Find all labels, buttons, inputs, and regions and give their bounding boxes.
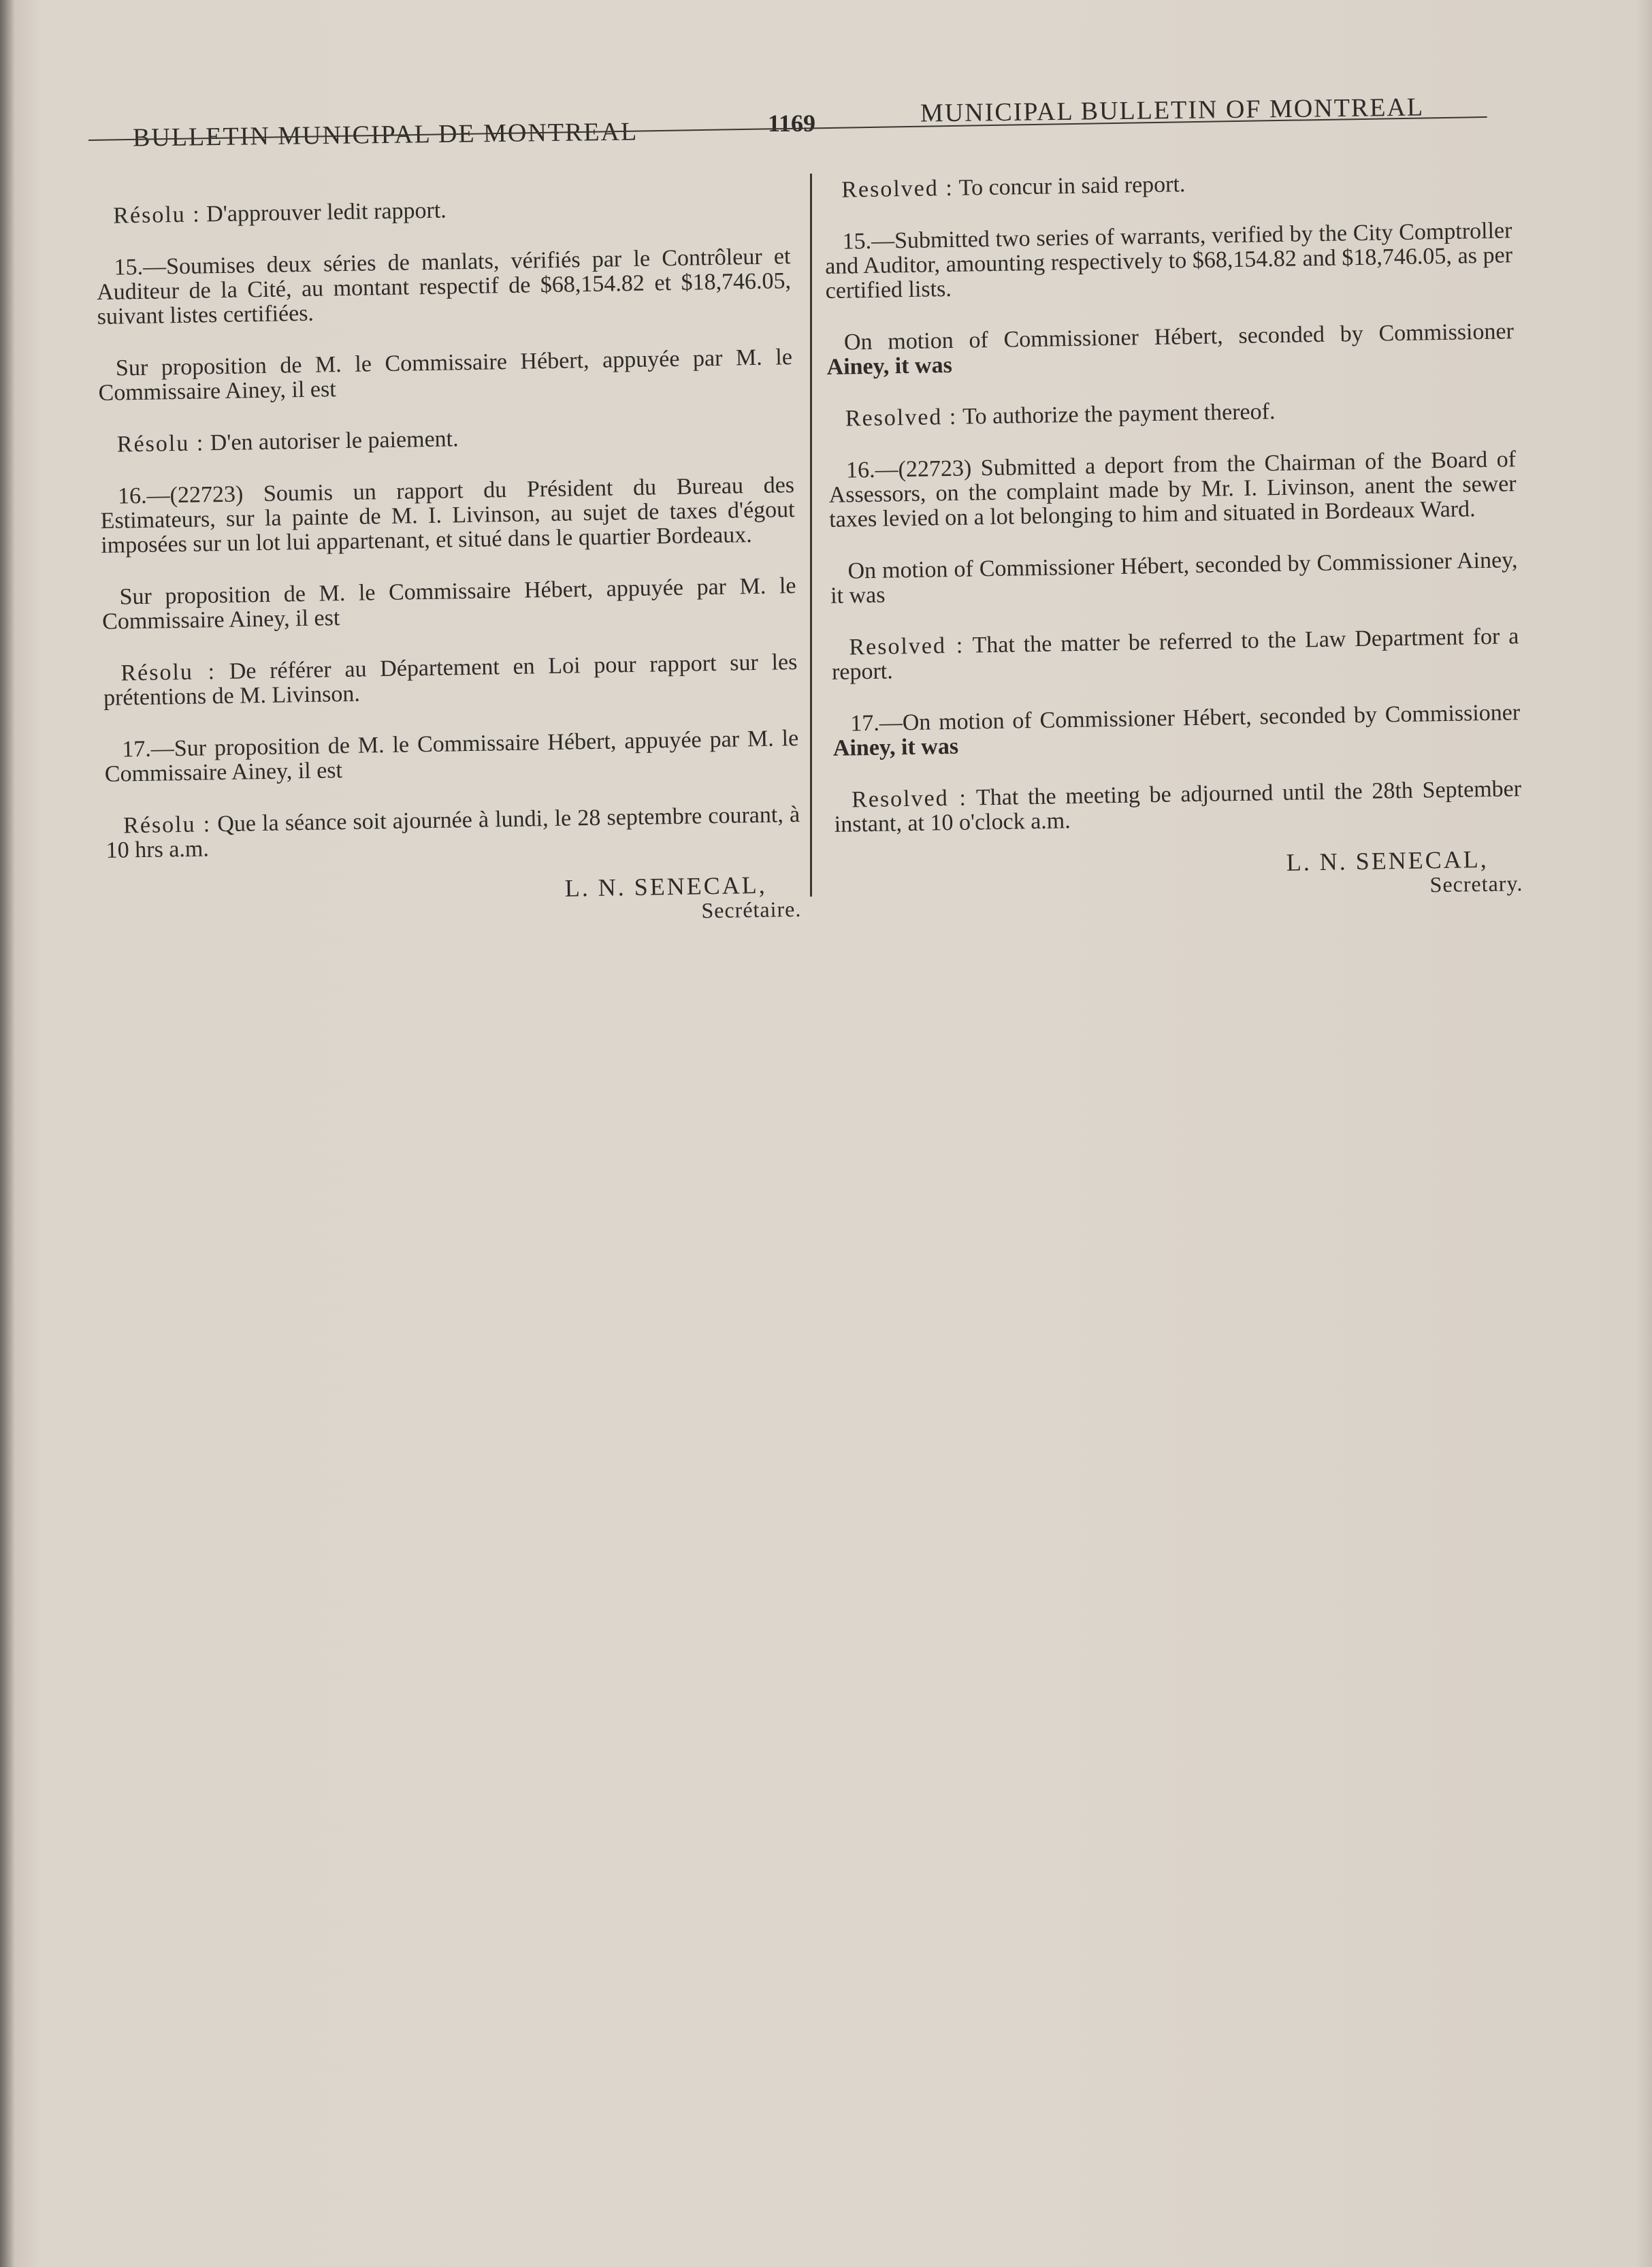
english-motion-1 [826,319,1515,380]
resolution-text: To concur in said report. [958,172,1186,201]
page-number: 1169 [768,110,816,137]
resolution-label: Résolu : [112,202,201,229]
resolution-label: Résolu : [120,659,216,686]
english-item-17 [832,701,1521,761]
resolution-label: Resolved : [841,175,954,203]
english-motion-2: On motion of Commissioner Hébert, seconded by Commissioner Ainey, it was [830,547,1518,609]
resolution-label: Résolu : [116,430,205,457]
signatory-name: L. N. SENECAL, [564,871,768,902]
header-title-english: MUNICIPAL BULLETIN OF MONTREAL [920,93,1425,128]
resolution-text: D'approuver ledit rapport. [206,197,447,227]
english-item-15: 15.—Submitted two series of warrants, verified by the City Comptroller and Auditor, amounting respectively to $68,154.82 and $18,746.05, as per certified lists. [824,218,1513,304]
resolution-label: Resolved : [845,404,958,432]
english-resolution-3 [831,624,1519,685]
motion-text-bold: Ainey, it was [832,733,959,761]
signatory-name: L. N. SENECAL, [1286,845,1489,876]
resolution-text: De référer au Département en Loi pour rapport sur les prétentions de M. Livinson. [103,649,798,711]
column-divider [810,174,812,897]
french-resolution-2 [99,421,794,457]
english-signature [835,846,1523,907]
motion-text: 17.—On motion of Commissioner Hébert, seconded by Commissioner [849,700,1521,737]
page-edge-shadow [1636,0,1652,2267]
english-column [824,167,1523,907]
resolution-text: That the meeting be adjourned until the 28th September instant, at 10 o'clock a.m. [834,776,1522,837]
french-column [95,193,802,933]
resolution-label: Résolu : [123,811,212,839]
resolution-text: To authorize the payment thereof. [962,399,1276,430]
signatory-title: Secretary. [1429,871,1523,897]
resolution-label: Resolved : [851,785,968,813]
resolution-text: That the matter be referred to the Law Department for a report. [831,624,1519,685]
french-item-15: 15.—Soumises deux séries de manlats, vérifiés par le Contrôleur et Auditeur de la Cité, au montant respectif de $68,154.82 et $18,746.05, suivant listes certifiées. [96,244,792,329]
resolution-label: Resolved : [849,632,965,660]
signatory-title: Secrétaire. [701,896,802,923]
french-motion-2: Sur proposition de M. le Commissaire Hébert, appuyée par M. le Commissaire Ainey, il est [101,573,796,634]
french-resolution-3 [103,650,798,711]
motion-text: On motion of Commissioner Hébert, seconded by Commissioner [843,319,1515,355]
english-resolution-2 [828,396,1515,432]
french-resolution-4 [106,803,800,863]
english-resolution-1 [824,167,1511,203]
french-signature [107,872,802,933]
french-item-17: 17.—Sur proposition de M. le Commissaire Hébert, appuyée par M. le Commissaire Ainey, il est [104,725,799,787]
resolution-text: D'en autoriser le paiement. [210,426,459,456]
header-title-french: BULLETIN MUNICIPAL DE MONTREAL [132,117,638,152]
french-resolution-1 [95,193,790,229]
french-motion-1: Sur proposition de M. le Commissaire Hébert, appuyée par M. le Commissaire Ainey, il est [98,344,793,406]
resolution-text: Que la séance soit ajournée à lundi, le 28 septembre courant, à 10 hrs a.m. [106,801,800,863]
english-item-16: 16.—(22723) Submitted a deport from the Chairman of the Board of Assessors, on the complaint made by Mr. I. Livinson, anent the sewer taxes levied on a lot belonging to him and situated in Bordeaux Ward. [828,447,1517,532]
motion-text-bold: Ainey, it was [826,352,953,380]
french-item-16: 16.—(22723) Soumis un rapport du Président du Bureau des Estimateurs, sur la painte de M. I. Livinson, au sujet de taxes d'égout imposées sur un lot lui appartenant, et situé dans le quartier Bordeaux. [100,472,795,558]
english-resolution-4 [834,777,1522,837]
